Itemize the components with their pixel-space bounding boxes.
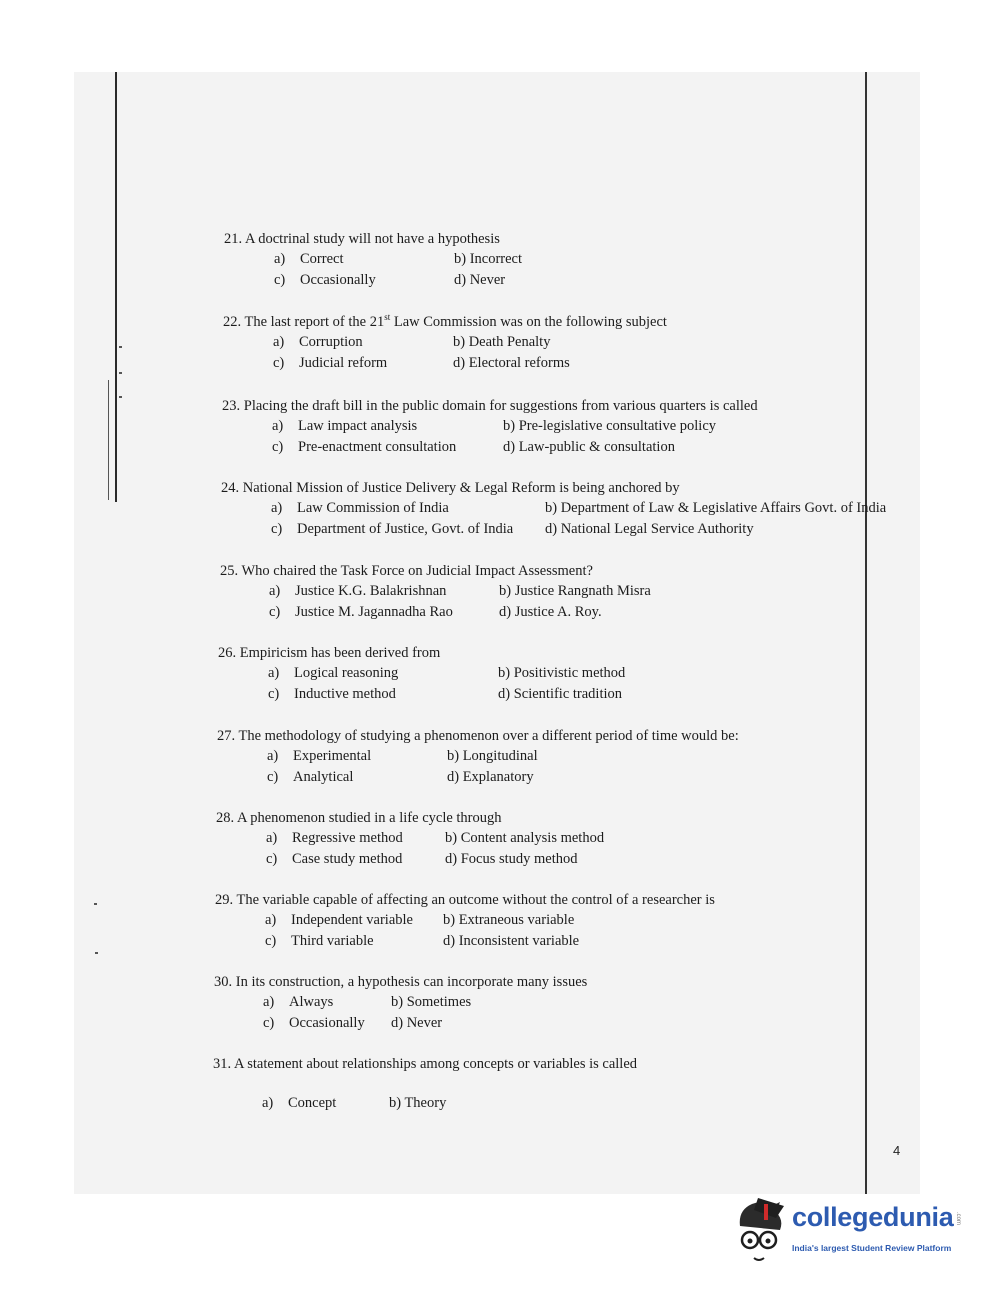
option-b: b) Longitudinal: [447, 748, 538, 764]
option-c: c) Pre-enactment consultation: [272, 439, 457, 455]
question-31: [213, 1054, 637, 1074]
scan-edge-line: [108, 380, 109, 500]
option-d: d) Never: [391, 1015, 443, 1031]
option-b: b) Theory: [389, 1095, 447, 1111]
option-d: d) National Legal Service Authority: [545, 521, 754, 537]
option-a: a) Always: [263, 994, 334, 1010]
question-29: [215, 890, 715, 951]
option-d: d) Justice A. Roy.: [499, 604, 602, 620]
question-30: [214, 972, 587, 1033]
option-c: c) Department of Justice, Govt. of India: [271, 521, 514, 537]
option-c: c) Third variable: [265, 933, 374, 949]
option-b: b) Content analysis method: [445, 830, 605, 846]
option-c: c) Analytical: [267, 769, 354, 785]
option-b: b) Department of Law & Legislative Affairs Govt. of India: [545, 500, 887, 516]
question-28: [216, 808, 604, 869]
question-25: [220, 561, 651, 622]
option-a: a) Independent variable: [265, 912, 413, 928]
question-stem: 30. In its construction, a hypothesis can incorporate many issues: [214, 974, 588, 990]
question-stem: 24. National Mission of Justice Delivery & Legal Reform is being anchored by: [221, 480, 680, 496]
option-a: a) Concept: [262, 1095, 337, 1111]
collegedunia-logo[interactable]: [734, 1196, 964, 1266]
option-d: d) Never: [454, 272, 506, 288]
scan-speck: [94, 903, 97, 905]
option-c: c) Justice M. Jagannadha Rao: [269, 604, 453, 620]
scan-speck: [95, 952, 98, 954]
option-b: b) Extraneous variable: [443, 912, 575, 928]
mascot-icon: [734, 1196, 790, 1266]
option-c: c) Judicial reform: [273, 355, 388, 371]
question-stem: 21. A doctrinal study will not have a hypothesis: [224, 231, 500, 247]
question-27: [217, 726, 739, 787]
option-a: a) Law impact analysis: [272, 418, 418, 434]
scan-speck: [119, 346, 122, 348]
option-a: a) Justice K.G. Balakrishnan: [269, 583, 447, 599]
option-d: d) Law-public & consultation: [503, 439, 675, 455]
question-26: [218, 643, 625, 704]
question-stem: 25. Who chaired the Task Force on Judicial Impact Assessment?: [220, 563, 593, 579]
question-stem: 23. Placing the draft bill in the public domain for suggestions from various quarters is called: [222, 398, 758, 414]
option-b: b) Pre-legislative consultative policy: [503, 418, 717, 434]
option-c: c) Case study method: [266, 851, 403, 867]
option-c: c) Occasionally: [263, 1015, 365, 1031]
option-c: c) Occasionally: [274, 272, 376, 288]
question-23: [222, 396, 758, 457]
page-number: 4: [893, 1143, 901, 1158]
option-c: c) Inductive method: [268, 686, 396, 702]
option-a: a) Experimental: [267, 748, 372, 764]
option-b: b) Sometimes: [391, 994, 472, 1010]
question-31-options: [262, 1093, 446, 1113]
option-d: d) Electoral reforms: [453, 355, 570, 371]
option-d: d) Scientific tradition: [498, 686, 623, 702]
option-b: b) Incorrect: [454, 251, 523, 267]
option-a: a) Regressive method: [266, 830, 403, 846]
option-a: a) Logical reasoning: [268, 665, 399, 681]
question-22: [223, 312, 667, 373]
option-b: b) Death Penalty: [453, 334, 551, 350]
scan-edge-line: [115, 72, 117, 502]
question-stem: 26. Empiricism has been derived from: [218, 645, 441, 661]
question-stem: 28. A phenomenon studied in a life cycle through: [216, 810, 502, 826]
scan-margin-line: [865, 72, 867, 1194]
brand-name: collegedunia: [792, 1202, 954, 1232]
question-stem: 29. The variable capable of affecting an outcome without the control of a researcher is: [215, 892, 715, 908]
brand-tagline: India's largest Student Review Platform: [792, 1243, 952, 1253]
brand-suffix: .com: [955, 1212, 961, 1226]
option-a: a) Correct: [274, 251, 344, 267]
question-24: [221, 478, 886, 539]
option-d: d) Inconsistent variable: [443, 933, 580, 949]
question-21: [224, 229, 522, 290]
question-stem: 31. A statement about relationships among concepts or variables is called: [213, 1056, 638, 1072]
option-b: b) Positivistic method: [498, 665, 626, 681]
question-stem: 22. The last report of the 21st Law Commission was on the following subject: [223, 312, 667, 330]
option-a: a) Law Commission of India: [271, 500, 449, 516]
option-b: b) Justice Rangnath Misra: [499, 583, 651, 599]
scan-speck: [119, 372, 122, 374]
option-d: d) Focus study method: [445, 851, 578, 867]
option-d: d) Explanatory: [447, 769, 534, 785]
option-a: a) Corruption: [273, 334, 363, 350]
question-stem: 27. The methodology of studying a phenomenon over a different period of time would be:: [217, 728, 739, 744]
scan-speck: [119, 396, 122, 398]
